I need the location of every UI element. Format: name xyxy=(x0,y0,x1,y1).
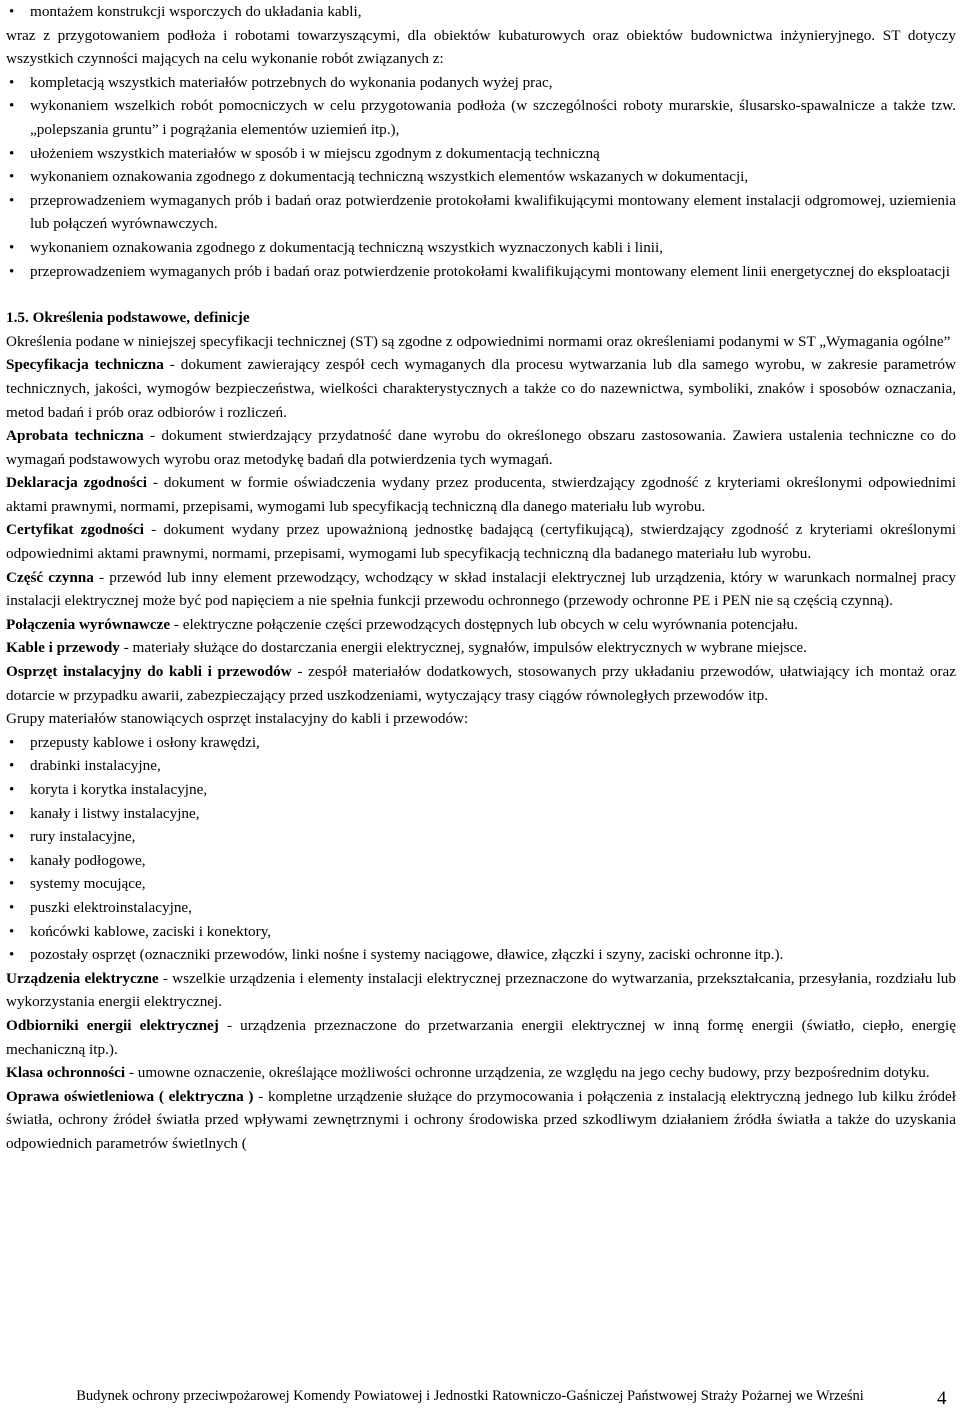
definition-text: - zespół materiałów dodatkowych, stosowanych przy układaniu przewodów, ułatwiający ich montaż oraz dotarcie w przypadku awarii, zabezpieczający przed uszkodzeniami, wytyczający trasy ciągów równoległych przewodów itp. xyxy=(6,663,956,704)
definition xyxy=(6,660,956,707)
bullet-icon: • xyxy=(9,851,15,869)
definition-term: Specyfikacja techniczna xyxy=(6,356,164,374)
list-item: • wykonaniem oznakowania zgodnego z dokumentacją techniczną wszystkich elementów wskazanych w dokumentacji, xyxy=(6,165,956,189)
definition-text: - elektryczne połączenie części przewodzących dostępnych lub obcych w celu wyrównania potencjału. xyxy=(170,615,798,633)
definition-text: - dokument w formie oświadczenia wydany przez producenta, stwierdzający zgodność z kryteriami określonymi odpowiednimi aktami prawnymi, normami, przepisami, wymogami lub specyfikacją techniczną dla danego materiału lub wyrobu. xyxy=(6,474,957,515)
definition-text: - przewód lub inny element przewodzący, wchodzący w skład instalacji elektrycznej lub urządzenia, który w warunkach normalnej pracy instalacji elektrycznej może być pod napięciem a nie spełnia funkcji przewodu ochronnego (przewody ochronne PE i PEN nie są częścią czynną). xyxy=(6,568,956,610)
bullet-icon: • xyxy=(9,781,15,798)
definition-term: Deklaracja zgodności xyxy=(6,474,147,492)
definition xyxy=(6,518,956,565)
groups-intro: Grupy materiałów stanowiących osprzęt instalacyjny do kabli i przewodów: xyxy=(6,710,469,728)
list-item: • koryta i korytka instalacyjne, xyxy=(6,778,956,802)
list-item: • końcówki kablowe, zaciski i konektory, xyxy=(6,920,956,944)
definition-term: Klasa ochronności xyxy=(6,1064,126,1082)
definition-term: Połączenia wyrównawcze xyxy=(6,615,171,633)
bullet-icon: • xyxy=(9,238,15,256)
list-item: • puszki elektroinstalacyjne, xyxy=(6,896,956,920)
definition-text: - dokument zawierający zespół cech wymaganych dla procesu wytwarzania lub dla samego wyrobu, w zakresie parametrów technicznych, jakości, wymogów bezpieczeństwa, wielkości charakterystycznych a także co do nazewnictwa, symboliki, znaków i sposobów oznaczania, metod badań i prób oraz odbiorów i rozliczeń. xyxy=(6,356,956,421)
bullet-icon: • xyxy=(9,73,15,91)
list-item: • przeprowadzeniem wymaganych prób i badań oraz potwierdzenie protokołami kwalifikującymi montowany element linii energetycznej do eksploatacji xyxy=(6,260,956,284)
bullet-icon: • xyxy=(9,804,15,822)
definition-term: Urządzenia elektryczne xyxy=(6,969,159,987)
bullet-icon: • xyxy=(9,97,15,115)
bullet-icon: • xyxy=(9,828,15,846)
list-item: • ułożeniem wszystkich materiałów w sposób i w miejscu zgodnym z dokumentacją techniczną xyxy=(6,142,956,166)
section-intro: Określenia podane w niniejszej specyfikacji technicznej (ST) są zgodne z odpowiednimi normami oraz określeniami podanymi w ST „Wymagania ogólne” xyxy=(6,332,951,350)
bullet-icon: • xyxy=(9,3,15,20)
definition xyxy=(6,636,956,660)
bullet-icon: • xyxy=(9,875,15,893)
definition xyxy=(6,1085,956,1156)
bullet-icon: • xyxy=(9,733,15,751)
list-item: • kompletacją wszystkich materiałów potrzebnych do wykonania podanych wyżej prac, xyxy=(6,71,956,95)
top-bullet-list xyxy=(6,0,956,24)
scope-paragraph: wraz z przygotowaniem podłoża i robotami towarzyszącymi, dla obiektów kubaturowych oraz obiektów budownictwa inżynieryjnego. ST dotyczy wszystkich czynności mających na celu wykonanie robót związanych z: xyxy=(6,26,956,68)
definition-term: Certyfikat zgodności xyxy=(6,521,144,539)
definition xyxy=(6,1014,956,1061)
definition-text: - wszelkie urządzenia i elementy instalacji elektrycznej przeznaczone do wytwarzania, przekształcania, przesyłania, rozdziału lub wykorzystania energii elektrycznej. xyxy=(6,969,956,1011)
definition xyxy=(6,471,956,518)
bullet-icon: • xyxy=(9,262,15,280)
definition-term: Aprobata techniczna xyxy=(6,427,144,445)
bullet-icon: • xyxy=(9,757,15,775)
list-item: • rury instalacyjne, xyxy=(6,825,956,849)
list-item: • drabinki instalacyjne, xyxy=(6,754,956,778)
definition-text: - dokument stwierdzający przydatność dane wyrobu do określonego obszaru zastosowania. Zawiera ustalenia techniczne co do wymagań podstawowych wyrobu oraz metodykę badań dla potwierdzenia tych wymagań. xyxy=(6,427,957,468)
page-number: 4 xyxy=(937,1388,947,1409)
definition-term: Odbiorniki energii elektrycznej xyxy=(6,1016,219,1034)
list-item: • pozostały osprzęt (oznaczniki przewodów, linki nośne i systemy naciągowe, dławice, złączki i szyny, zaciski ochronne itp.). xyxy=(6,943,956,967)
list-item: • wykonaniem oznakowania zgodnego z dokumentacją techniczną wszystkich wyznaczonych kabli i linii, xyxy=(6,236,956,260)
list-item: • kanały podłogowe, xyxy=(6,849,956,873)
list-item: • przeprowadzeniem wymaganych prób i badań oraz potwierdzenie protokołami kwalifikującymi montowany element instalacji odgromowej, uziemienia lub połączeń wyrównawczych. xyxy=(6,189,956,236)
definition-text: - materiały służące do dostarczania energii elektrycznej, sygnałów, impulsów elektrycznych w wybrane miejsce. xyxy=(119,639,807,657)
list-item: • systemy mocujące, xyxy=(6,872,956,896)
footer-text: Budynek ochrony przeciwpożarowej Komendy Powiatowej i Jednostki Ratowniczo-Gaśniczej Państwowej Straży Pożarnej we Wrześni xyxy=(76,1388,864,1404)
bullet-icon: • xyxy=(9,168,15,186)
definition-text: - kompletne urządzenie służące do przymocowania i połączenia z instalacją elektryczną jednego lub kilku źródeł światła, ochrony źródeł światła przed wpływami zewnętrznymi i ochrony środowiska przed szkodliwym działaniem źródła światła a także do uzyskania odpowiednich parametrów świetlnych ( xyxy=(6,1087,956,1152)
definition-text: - dokument wydany przez upoważnioną jednostkę badającą (certyfikującą), stwierdzający zgodność z kryteriami określonymi odpowiednimi aktami prawnymi, normami, przepisami, wymogami lub specyfikacją techniczną dla badanego materiału lub wyrobu. xyxy=(6,521,957,563)
bullet-icon: • xyxy=(9,898,15,916)
definition xyxy=(6,424,956,471)
definition-text: - urządzenia przeznaczone do przetwarzania energii elektrycznej w inną formę energii (światło, ciepło, energię mechaniczną itp.). xyxy=(6,1016,956,1058)
definition xyxy=(6,613,956,637)
definition-term: Część czynna xyxy=(6,568,94,586)
bullet-icon: • xyxy=(9,946,15,964)
bullet-icon: • xyxy=(9,922,15,940)
list-item: • kanały i listwy instalacyjne, xyxy=(6,802,956,826)
definition xyxy=(6,353,956,424)
definition-term: Oprawa oświetleniowa ( elektryczna ) xyxy=(6,1087,254,1105)
scope-bullet-list xyxy=(6,71,956,283)
definition xyxy=(6,566,956,613)
list-item: • wykonaniem wszelkich robót pomocniczych w celu przygotowania podłoża (w szczególności roboty murarskie, ślusarsko-spawalnicze a także tzw. „polepszania gruntu” i pogrążania elementów uziemień itp.), xyxy=(6,94,956,141)
definition-term: Osprzęt instalacyjny do kabli i przewodów xyxy=(6,663,292,681)
definition-text: - umowne oznaczenie, określające możliwości ochronne urządzenia, ze względu na jego cechy budowy, przy bezpośrednim dotyku. xyxy=(125,1064,930,1082)
list-item: • przepusty kablowe i osłony krawędzi, xyxy=(6,731,956,755)
bullet-icon: • xyxy=(9,144,15,162)
list-item: • montażem konstrukcji wsporczych do układania kabli, xyxy=(6,0,956,24)
groups-bullet-list xyxy=(6,731,956,967)
definition-term: Kable i przewody xyxy=(6,639,120,657)
definition xyxy=(6,1061,956,1085)
bullet-icon: • xyxy=(9,191,15,209)
definition xyxy=(6,967,956,1014)
document-page xyxy=(6,0,956,1156)
section-heading: 1.5. Określenia podstawowe, definicje xyxy=(6,309,250,327)
